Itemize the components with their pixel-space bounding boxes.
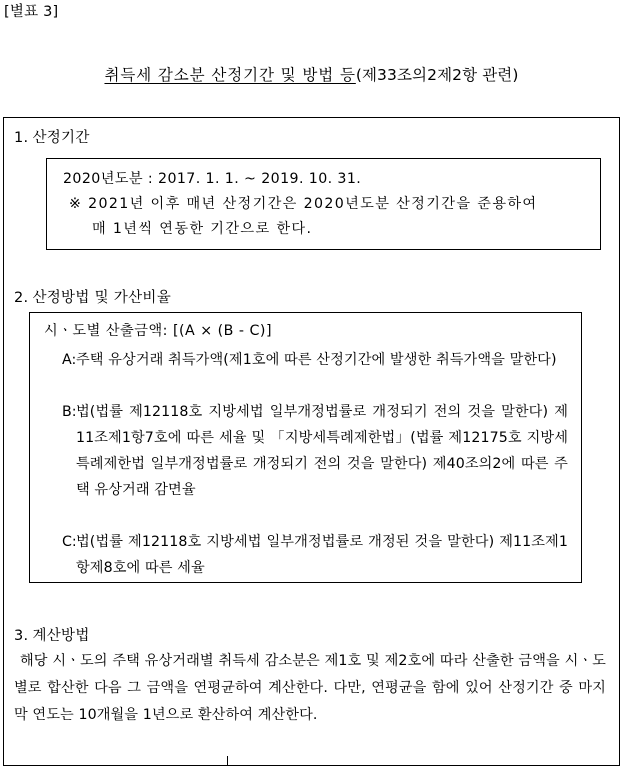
page-title-main: 취득세 감소분 산정기간 및 방법 등 — [104, 66, 356, 84]
period-note-line-1: ※ 2021년 이후 매년 산정기간은 2020년도분 산정기간을 준용하여 — [69, 196, 538, 212]
definition-c — [44, 529, 568, 581]
column-divider-tick — [227, 756, 228, 766]
formula-expression: 시ㆍ도별 산출금액: [(A × (B - C)] — [44, 323, 273, 339]
attachment-label: [별표 3] — [4, 4, 59, 20]
formula-box — [29, 312, 582, 583]
section-heading-calculation — [14, 626, 90, 646]
section-title-3: 계산방법 — [32, 628, 90, 644]
calculation-body-text: 해당 시ㆍ도의 주택 유상거래별 취득세 감소분은 제1호 및 제2호에 따라 산출한 금액을 시ㆍ도별로 합산한 다음 그 금액을 연평균하여 계산한다. 다만, 연평균을 함에 있어 산정기간 중 마지막 연도는 10개월을 1년으로 환산하여 계산한다. — [14, 653, 606, 723]
definition-b-text: 법(법률 제12118호 지방세법 일부개정법률로 개정되기 전의 것을 말한다) 제11조제1항7호에 따른 세율 및 「지방세특례제한법」(법률 제12175호 지방세특례제한법 일부개정법률로 개정되기 전의 것을 말한다) 제40조의2에 따른 주택 유상거래 감면율 — [76, 404, 568, 498]
definition-c-text: 법(법률 제12118호 지방세법 일부개정법률로 개정된 것을 말한다) 제11조제1항제8호에 따른 세율 — [76, 534, 568, 576]
period-line-1: 2020년도분 : 2017. 1. 1. ~ 2019. 10. 31. — [63, 171, 362, 187]
page-title-reference: (제33조의2제2항 관련) — [355, 66, 519, 84]
definition-c-tag: C: — [62, 534, 77, 550]
section-number-3: 3. — [14, 628, 29, 644]
section-title-1: 산정기간 — [32, 130, 90, 146]
section-number-2: 2. — [14, 290, 29, 306]
section-number-1: 1. — [14, 130, 29, 146]
page-title — [0, 64, 623, 86]
section-heading-period — [14, 128, 90, 148]
period-note-line-2: 매 1년씩 연동한 기간으로 한다. — [92, 221, 313, 237]
definition-b-tag: B: — [62, 404, 77, 420]
period-box — [46, 158, 601, 250]
definition-b — [44, 399, 568, 503]
definition-a-text: 주택 유상거래 취득가액(제1호에 따른 산정기간에 발생한 취득가액을 말한다) — [76, 352, 557, 368]
definition-a-tag: A: — [62, 352, 77, 368]
section-title-2: 산정방법 및 가산비율 — [32, 290, 172, 306]
definition-a — [44, 347, 568, 373]
section-heading-method — [14, 288, 171, 308]
